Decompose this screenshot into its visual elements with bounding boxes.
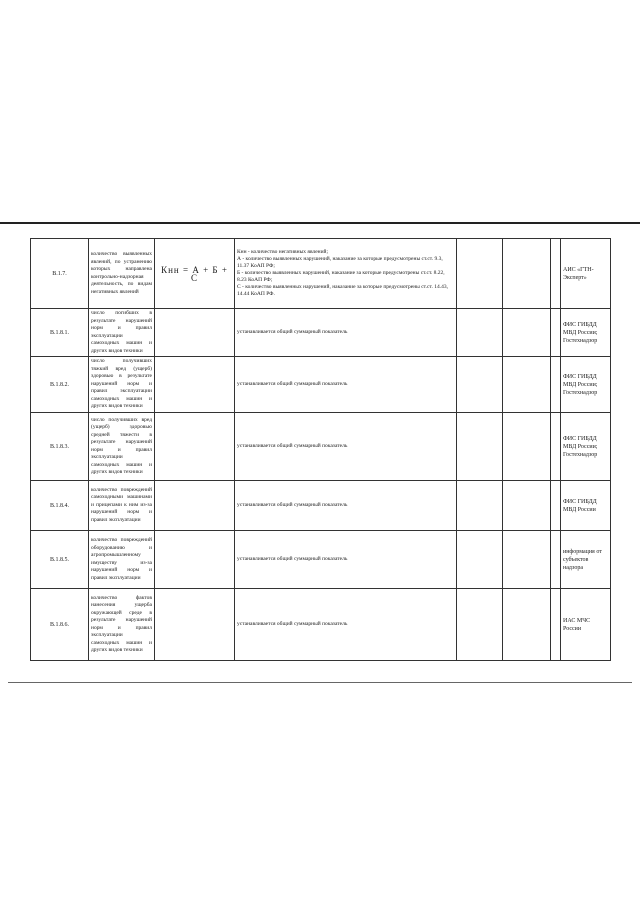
table-row [31, 357, 611, 413]
table-row [31, 413, 611, 481]
empty-cell-3 [551, 239, 561, 309]
indicator-formula [155, 481, 235, 531]
calculation-method-line: Кнн - количество негативных явлений; [237, 249, 329, 255]
calculation-method-line: С - количество выявленных нарушений, наказание за которые предусмотрены ст.ст. 14.43, 14.44 КоАП РФ. [237, 284, 448, 297]
indicator-description: число получивших тяжкий вред (ущерб) здоровью в результате нарушений норм и правил эксплуатации самоходных машин и других видов техники [89, 357, 155, 413]
empty-cell-3 [551, 531, 561, 589]
data-source: ФИС ГИБДД МВД России [561, 481, 611, 531]
empty-cell-1 [457, 309, 503, 357]
empty-cell-3 [551, 413, 561, 481]
calculation-method-line: устанавливается общий суммарный показатель [237, 621, 348, 627]
empty-cell-2 [503, 309, 551, 357]
indicator-description: количество повреждений оборудованию и агропромышленному имуществу из-за нарушений норм и правил эксплуатации [89, 531, 155, 589]
table-row [31, 239, 611, 309]
indicator-code: B.1.7. [31, 239, 89, 309]
indicator-formula [155, 531, 235, 589]
table-row [31, 589, 611, 661]
indicator-formula [155, 309, 235, 357]
page-divider-top [0, 222, 640, 224]
calculation-method-line: устанавливается общий суммарный показатель [237, 381, 348, 387]
indicator-description: количество фактов нанесения ущерба окружающей среде в результате нарушений норм и правил эксплуатации самоходных машин и других видов техники [89, 589, 155, 661]
indicator-code: B.1.8.5. [31, 531, 89, 589]
calculation-method [235, 481, 457, 531]
empty-cell-3 [551, 309, 561, 357]
calculation-method-line: Б - количество выявленных нарушений, наказание за которые предусмотрены ст.ст. 8.22, 8.23 КоАП РФ; [237, 270, 445, 283]
indicator-formula [155, 589, 235, 661]
indicator-description: число погибших в результате нарушений норм и правил эксплуатации самоходных машин и других видов техники [89, 309, 155, 357]
data-source: ФИС ГИБДД МВД России; Гостехнадзор [561, 357, 611, 413]
data-source: ФИС ГИБДД МВД России; Гостехнадзор [561, 309, 611, 357]
empty-cell-3 [551, 357, 561, 413]
empty-cell-1 [457, 531, 503, 589]
empty-cell-1 [457, 481, 503, 531]
empty-cell-2 [503, 357, 551, 413]
calculation-method-line: устанавливается общий суммарный показатель [237, 502, 348, 508]
indicator-description: количество выявленных явлений, по устранению которых направлена контрольно-надзорная деятельность, по видам негативных явлений [89, 239, 155, 309]
calculation-method [235, 413, 457, 481]
table-row [31, 531, 611, 589]
empty-cell-2 [503, 589, 551, 661]
indicator-code: B.1.8.1. [31, 309, 89, 357]
indicator-description: число получивших вред (ущерб) здоровью средней тяжести в результате нарушений норм и правил эксплуатации самоходных машин и других видов техники [89, 413, 155, 481]
indicator-formula [155, 357, 235, 413]
empty-cell-2 [503, 531, 551, 589]
calculation-method [235, 357, 457, 413]
empty-cell-3 [551, 589, 561, 661]
indicator-code: B.1.8.4. [31, 481, 89, 531]
indicator-formula [155, 413, 235, 481]
calculation-method-line: устанавливается общий суммарный показатель [237, 329, 348, 335]
indicator-code: B.1.8.3. [31, 413, 89, 481]
indicator-table [30, 238, 611, 661]
data-source: ФИС ГИБДД МВД России; Гостехнадзор [561, 413, 611, 481]
calculation-method [235, 531, 457, 589]
calculation-method [235, 239, 457, 309]
page-divider-bottom [8, 682, 632, 683]
empty-cell-2 [503, 481, 551, 531]
data-source: ИАС МЧС России [561, 589, 611, 661]
calculation-method [235, 309, 457, 357]
indicator-description: количество повреждений самоходными машинами и прицепами к ним из-за нарушений норм и правил эксплуатации [89, 481, 155, 531]
indicator-table-wrapper [30, 238, 610, 661]
calculation-method-line: А - количество выявленных нарушений, наказание за которые предусмотрены ст.ст. 9.3, 11.37 КоАП РФ; [237, 256, 443, 269]
empty-cell-1 [457, 357, 503, 413]
calculation-method-line: устанавливается общий суммарный показатель [237, 556, 348, 562]
empty-cell-1 [457, 589, 503, 661]
calculation-method [235, 589, 457, 661]
table-row [31, 309, 611, 357]
indicator-table-body [31, 239, 611, 661]
indicator-code: B.1.8.6. [31, 589, 89, 661]
data-source: информация от субъектов надзора [561, 531, 611, 589]
indicator-formula: Кнн = А + Б + С [155, 239, 235, 309]
empty-cell-2 [503, 239, 551, 309]
empty-cell-1 [457, 239, 503, 309]
data-source: АИС «ГТН-Эксперт» [561, 239, 611, 309]
empty-cell-3 [551, 481, 561, 531]
calculation-method-line: устанавливается общий суммарный показатель [237, 443, 348, 449]
empty-cell-2 [503, 413, 551, 481]
table-row [31, 481, 611, 531]
indicator-code: B.1.8.2. [31, 357, 89, 413]
empty-cell-1 [457, 413, 503, 481]
